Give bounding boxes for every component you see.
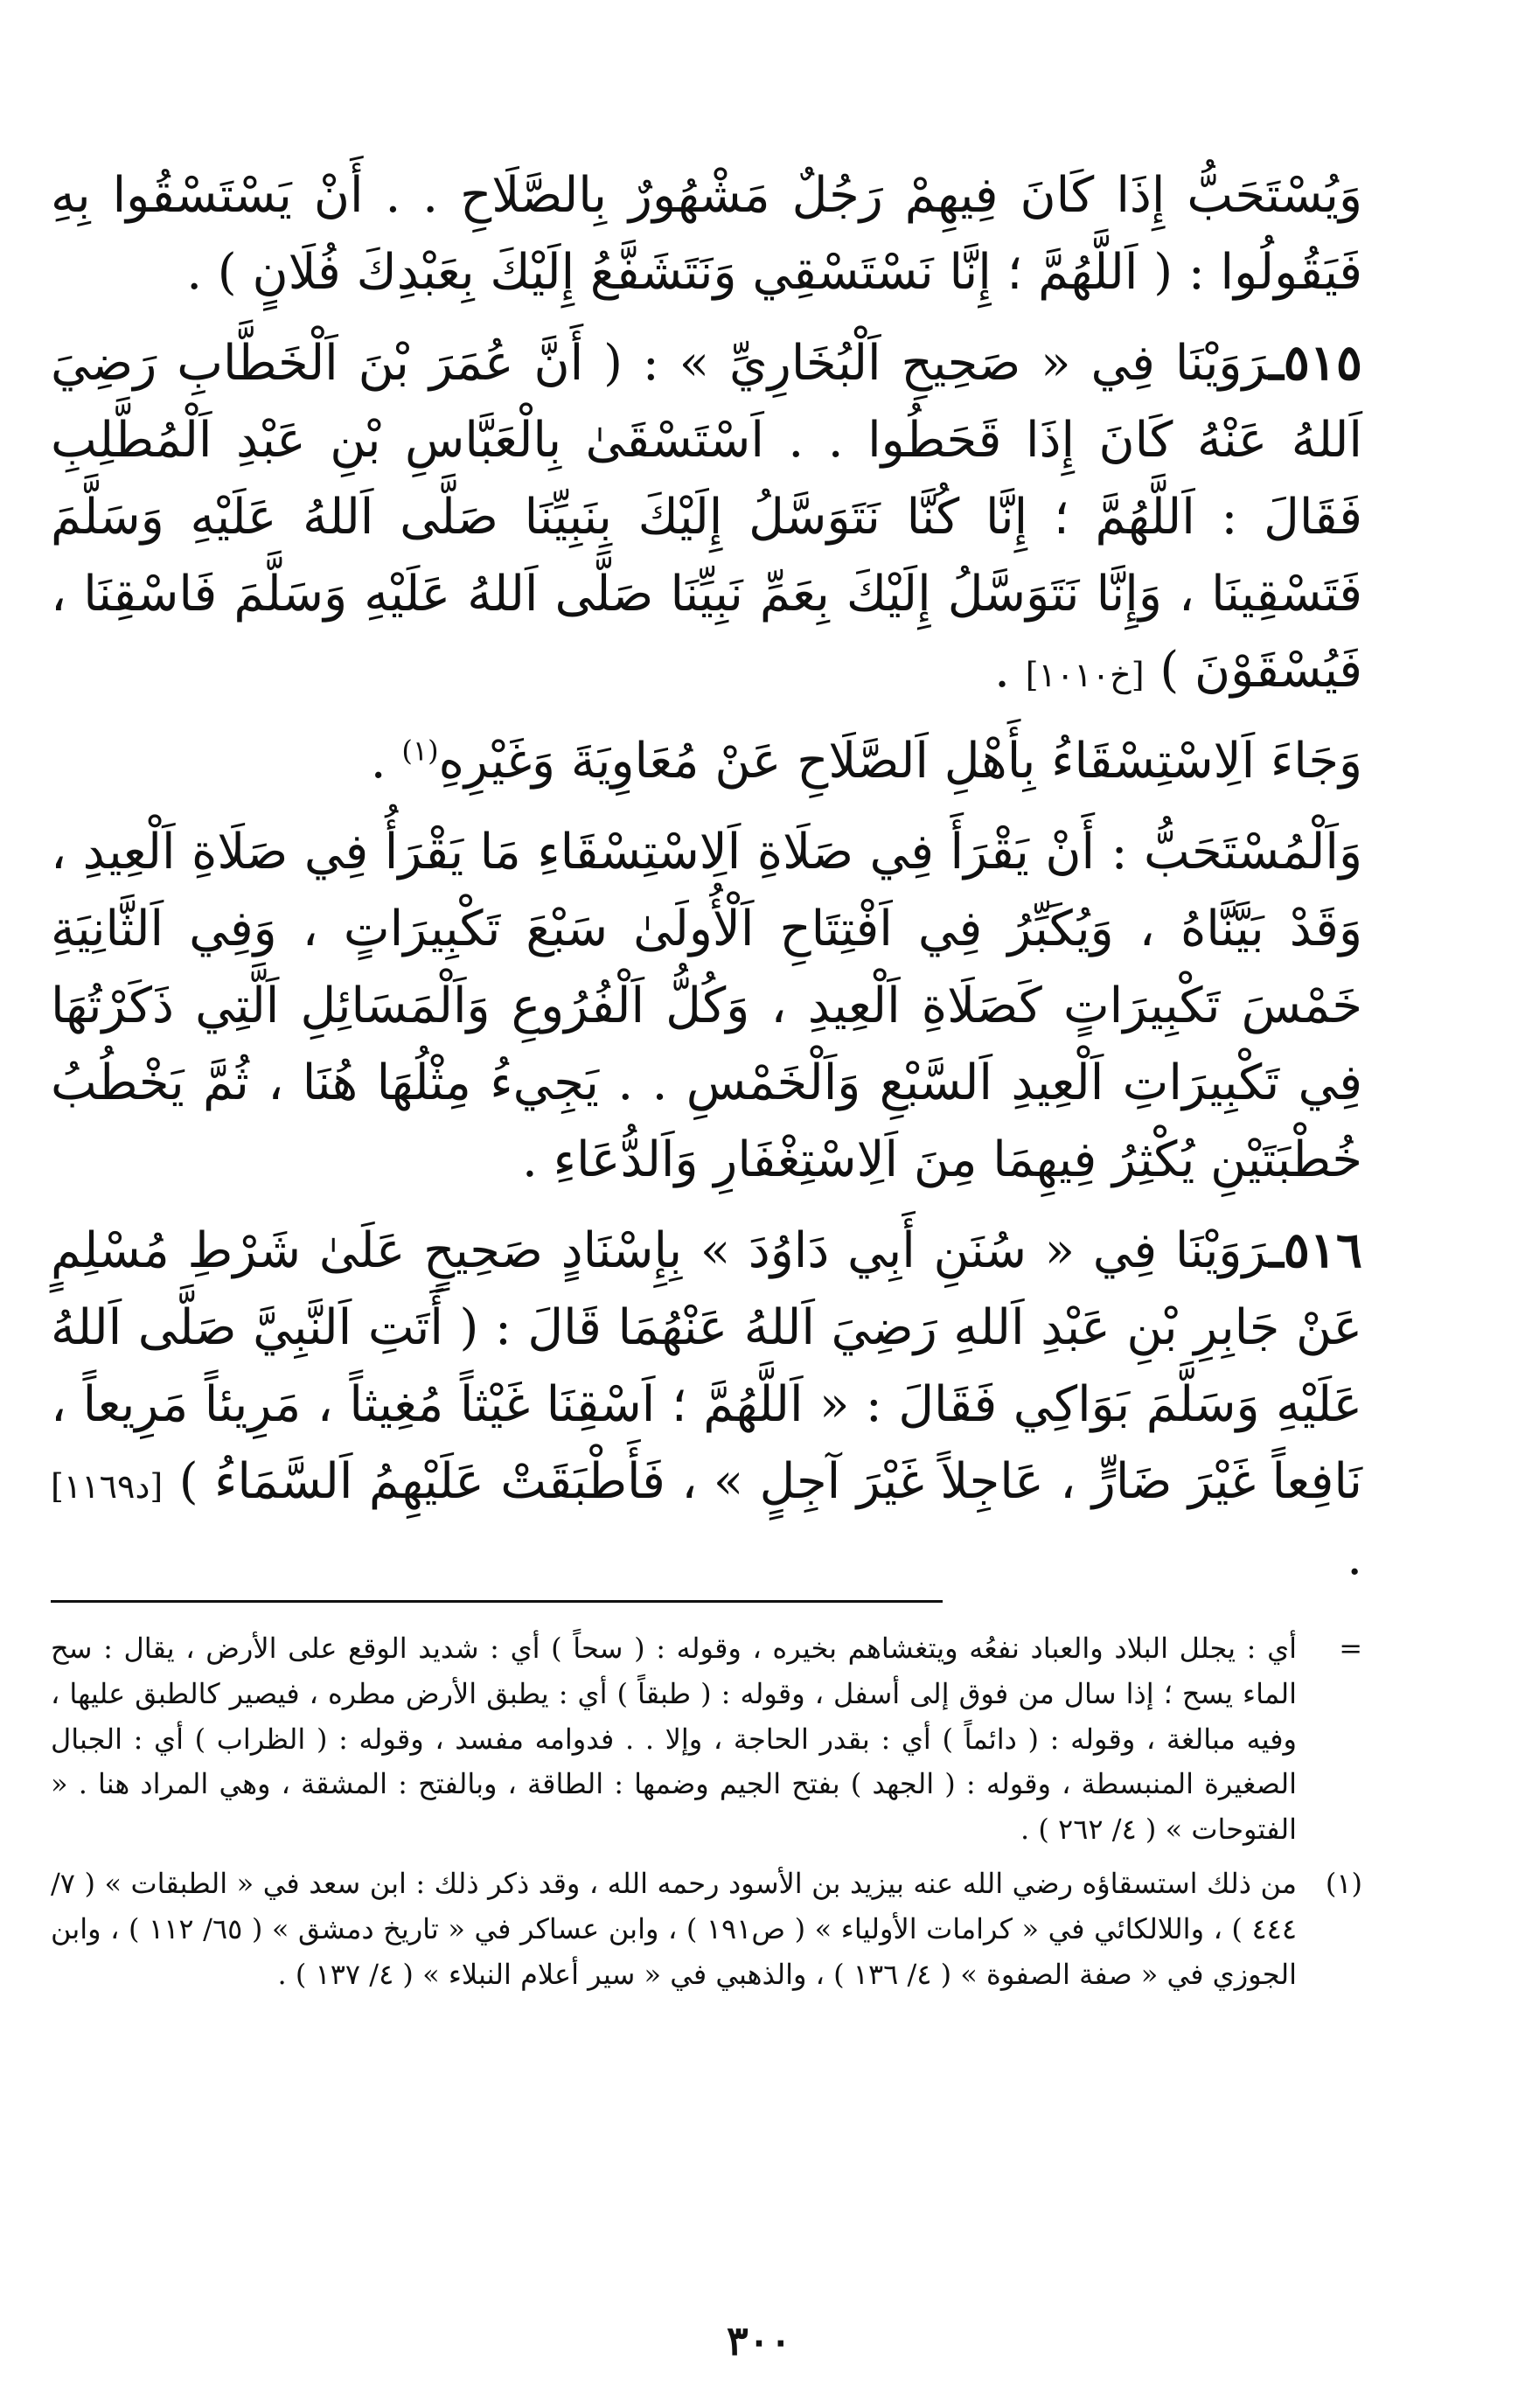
hadith-text: رَوَيْنَا فِي « سُنَنِ أَبِي دَاوُدَ » بِإِسْنَادٍ صَحِيحٍ عَلَىٰ شَرْطِ مُسْلِمٍ عَنْ جَابِرِ بْنِ عَبْدِ اَللهِ رَضِيَ اَللهُ عَنْهُمَا قَالَ : ( أَتَتِ اَلنَّبِيَّ صَلَّى اَللهُ عَلَيْهِ وَسَلَّمَ بَوَاكِي فَقَالَ : « اَللَّهُمَّ ؛ اَسْقِنَا غَيْثاً مُغِيثاً ، مَرِيئاً مَرِيعاً ، نَافِعاً غَيْرَ ضَارٍّ ، عَاجِلاً غَيْرَ آجِلٍ » ، فَأَطْبَقَتْ عَلَيْهِمُ اَلسَّمَاءُ ) <box>51 1221 1362 1510</box>
source-reference: [خ١٠١٠] <box>1025 656 1145 695</box>
source-reference: [د١١٦٩] <box>51 1466 164 1506</box>
hadith-number: ٥١٥ـ <box>1269 333 1362 392</box>
hadith-text: رَوَيْنَا فِي « صَحِيحِ اَلْبُخَارِيِّ » : ( أَنَّ عُمَرَ بْنَ اَلْخَطَّابِ رَضِيَ اَللهُ عَنْهُ كَانَ إِذَا قَحَطُوا . . اَسْتَسْقَىٰ بِالْعَبَّاسِ بْنِ عَبْدِ اَلْمُطَّلِبِ فَقَالَ : اَللَّهُمَّ ؛ إِنَّا كُنَّا نَتَوَسَّلُ إِلَيْكَ بِنَبِيِّنَا صَلَّى اَللهُ عَلَيْهِ وَسَلَّمَ فَتَسْقِينَا ، وَإِنَّا نَتَوَسَّلُ إِلَيْكَ بِعَمِّ نَبِيِّنَا صَلَّى اَللهُ عَلَيْهِ وَسَلَّمَ فَاسْقِنَا ، فَيُسْقَوْنَ ) <box>51 334 1362 699</box>
sentence-end: . <box>1347 1529 1362 1587</box>
paragraph-intro: وَيُسْتَحَبُّ إِذَا كَانَ فِيهِمْ رَجُلٌ مَشْهُورٌ بِالصَّلَاحِ . . أَنْ يَسْتَسْقُوا بِهِ فَيَقُولُوا : ( اَللَّهُمَّ ؛ إِنَّا نَسْتَسْقِي وَنَتَشَفَّعُ إِلَيْكَ بِعَبْدِكَ فُلَانٍ ) . <box>51 167 1362 301</box>
paragraph-text: وَجَاءَ اَلِاسْتِسْقَاءُ بِأَهْلِ اَلصَّلَاحِ عَنْ مُعَاوِيَةَ وَغَيْرِهِ <box>438 733 1362 790</box>
footnote-1 <box>51 1862 1362 1997</box>
footnotes <box>51 1626 1362 2007</box>
footnote-mark: = <box>1339 1632 1362 1665</box>
footnote-marker: (١) <box>401 734 439 768</box>
sentence-end: . <box>994 642 1026 699</box>
footnote-continuation <box>51 1626 1362 1853</box>
footnote-divider <box>51 1600 943 1603</box>
hadith-number: ٥١٦ـ <box>1269 1221 1362 1279</box>
paragraph-recommended-recitation: وَاَلْمُسْتَحَبُّ : أَنْ يَقْرَأَ فِي صَلَاةِ اَلِاسْتِسْقَاءِ مَا يَقْرَأُ فِي صَلَاةِ اَلْعِيدِ ، وَقَدْ بَيَّنَّاهُ ، وَيُكَبِّرُ فِي اَفْتِتَاحِ اَلْأُولَىٰ سَبْعَ تَكْبِيرَاتٍ ، وَفِي اَلثَّانِيَةِ خَمْسَ تَكْبِيرَاتٍ كَصَلَاةِ اَلْعِيدِ ، وَكُلُّ اَلْفُرُوعِ وَاَلْمَسَائِلِ اَلَّتِي ذَكَرْتُهَا فِي تَكْبِيرَاتِ اَلْعِيدِ اَلسَّبْعِ وَاَلْخَمْسِ . . يَجِيءُ مِثْلُهَا هُنَا ، ثُمَّ يَخْطُبُ خُطْبَتَيْنِ يُكْثِرُ فِيهِمَا مِنَ اَلِاسْتِغْفَارِ وَاَلدُّعَاءِ . <box>51 824 1362 1188</box>
hadith-515 <box>51 325 1362 710</box>
sentence-end: . <box>370 733 402 790</box>
main-text <box>51 157 1362 1611</box>
page-number: ٣٠٠ <box>726 2317 792 2364</box>
footnote-text: أي : يجلل البلاد والعباد نفعُه ويتغشاهم بخيره ، وقوله : ( سحاً ) أي : شديد الوقع على الأرض ، يقال : سح الماء يسح ؛ إذا سال من فوق إلى أسفل ، وقوله : ( طبقاً ) أي : يطبق الأرض مطره ، فيصير كالطبق عليها ، وفيه مبالغة ، وقوله : ( دائماً ) أي : بقدر الحاجة ، وإلا . . فدوامه مفسد ، وقوله : ( الظراب ) أي : الجبال الصغيرة المنبسطة ، وقوله : ( الجهد ) بفتح الجيم وضمها : الطاقة ، وبالفتح : المشقة ، وهي المراد هنا . « الفتوحات » ( ٤/ ٢٦٢ ) . <box>51 1632 1298 1847</box>
footnote-text: من ذلك استسقاؤه رضي الله عنه بيزيد بن الأسود رحمه الله ، وقد ذكر ذلك : ابن سعد في « الطبقات » ( ٧/ ٤٤٤ ) ، واللالكائي في « كرامات الأولياء » ( ص١٩١ ) ، وابن عساكر في « تاريخ دمشق » ( ٦٥/ ١١٢ ) ، وابن الجوزي في « صفة الصفوة » ( ٤/ ١٣٦ ) ، والذهبي في « سير أعلام النبلاء » ( ٤/ ١٣٧ ) . <box>51 1867 1298 1991</box>
footnote-mark: (١) <box>1325 1867 1362 1901</box>
hadith-516 <box>51 1213 1362 1597</box>
paragraph-muawiya <box>51 723 1362 800</box>
